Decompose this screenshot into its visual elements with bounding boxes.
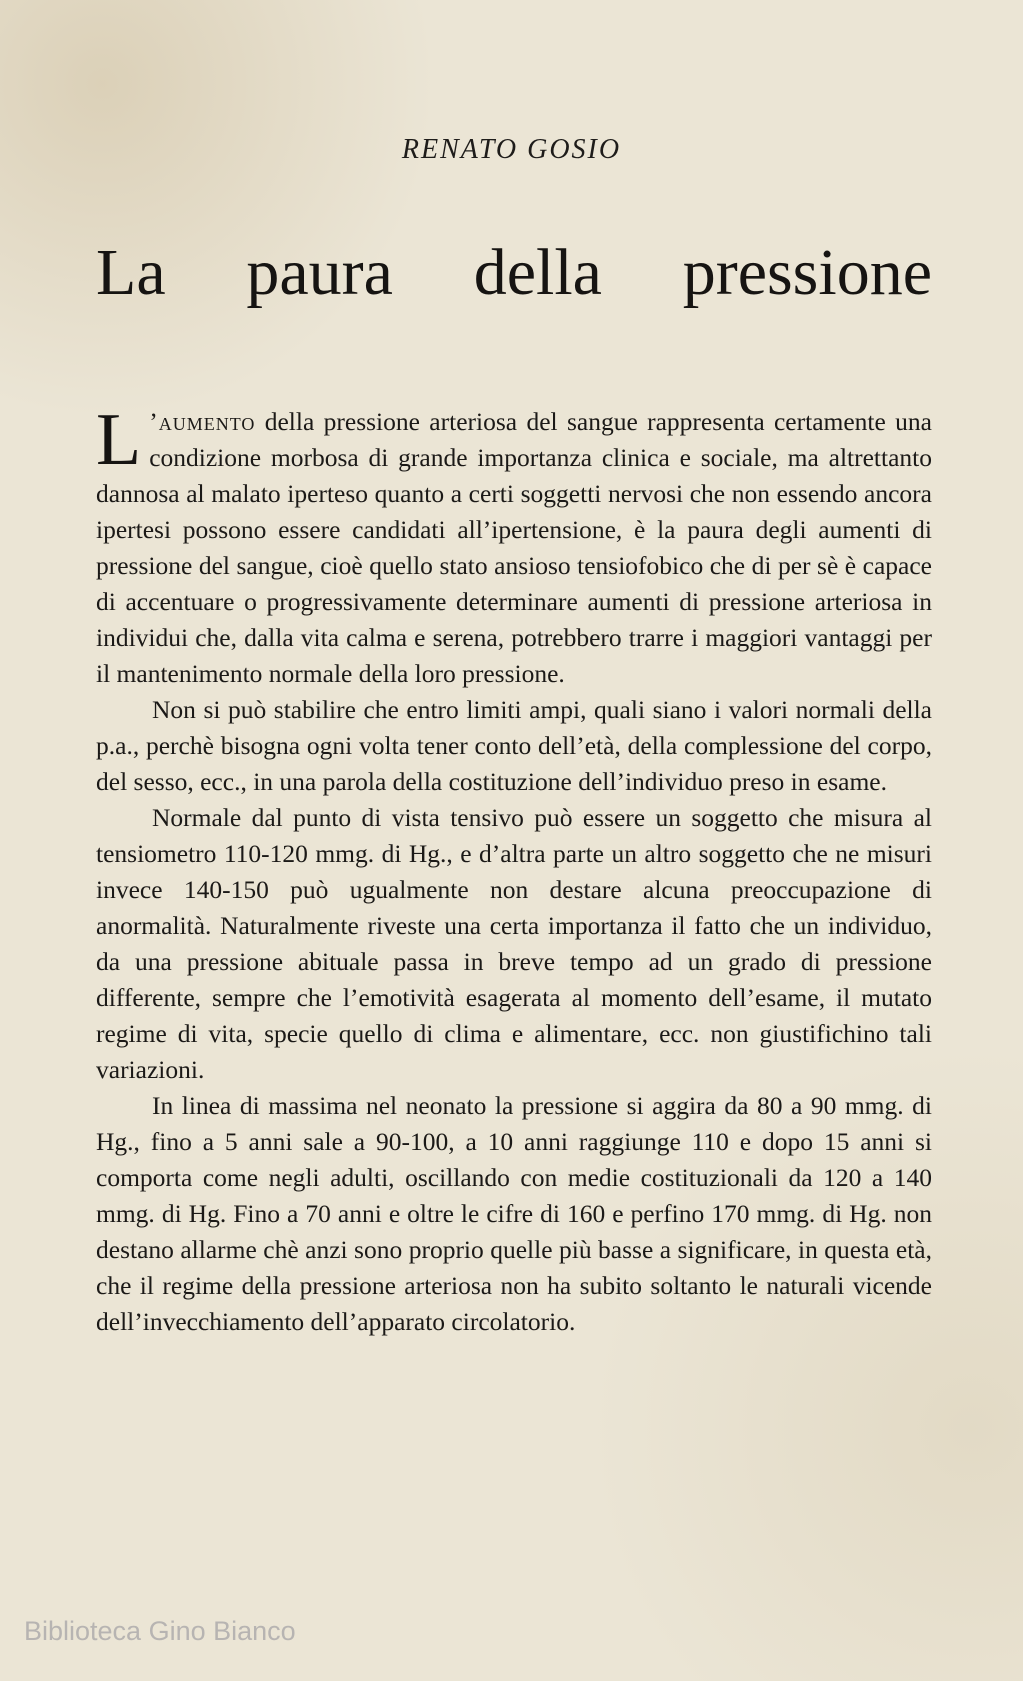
drop-cap: L — [96, 399, 142, 481]
first-word: ’aumento — [149, 407, 256, 436]
paragraph-4: In linea di massima nel neonato la pressione si aggira da 80 a 90 mmg. di Hg., fino a 5 anni sale a 90-100, a 10 anni raggiunge 110 e dopo 15 anni si comporta come negli adulti, oscillando con medie costituzionali da 120 a 140 mmg. di Hg. Fino a 70 anni e oltre le cifre di 160 e perfino 170 mmg. di Hg. non destano allarme chè anzi sono proprio quelle più basse a significare, in questa età, che il regime della pressione arteriosa non ha subito soltanto le naturali vicende dell’invecchiamento dell’apparato circolatorio. — [96, 1091, 932, 1336]
paragraph-1-text: della pressione arteriosa del sangue rappresenta certamente una condizione morbosa di grande importanza clinica e sociale, ma altrettanto dannosa al malato iperteso quanto a certi soggetti nervosi che non essendo ancora ipertesi possono essere candidati all’ipertensione, è la paura degli aumenti di pressione del sangue, cioè quello stato ansioso tensiofobico che di per sè è capace di accentuare o progressivamente determinare aumenti di pressione arteriosa in individui che, dalla vita calma e serena, potrebbero trarre i maggiori vantaggi per il mantenimento normale della loro pressione. — [96, 407, 932, 688]
paragraph-2: Non si può stabilire che entro limiti ampi, quali siano i valori normali della p.a., perchè bisogna ogni volta tener conto dell’età, della complessione del corpo, del sesso, ecc., in una parola della costituzione dell’individuo preso in esame. — [96, 695, 932, 796]
paragraph-1 — [96, 399, 932, 692]
article-title: La paura della pressione — [96, 236, 932, 309]
library-watermark: Biblioteca Gino Bianco — [24, 1616, 296, 1646]
paragraph-3: Normale dal punto di vista tensivo può essere un soggetto che misura al tensiometro 110-120 mmg. di Hg., e d’altra parte un altro soggetto che ne misuri invece 140-150 può ugualmente non destare alcuna preoccupazione di anormalità. Naturalmente riveste una certa importanza il fatto che un individuo, da una pressione abituale passa in breve tempo ad un grado di pressione differente, sempre che l’emotività esagerata al momento dell’esame, il mutato regime di vita, specie quello di clima e alimentare, ecc. non giustifichino tali variazioni. — [96, 803, 932, 1084]
author-name: RENATO GOSIO — [401, 134, 622, 165]
article-body — [96, 399, 932, 1340]
